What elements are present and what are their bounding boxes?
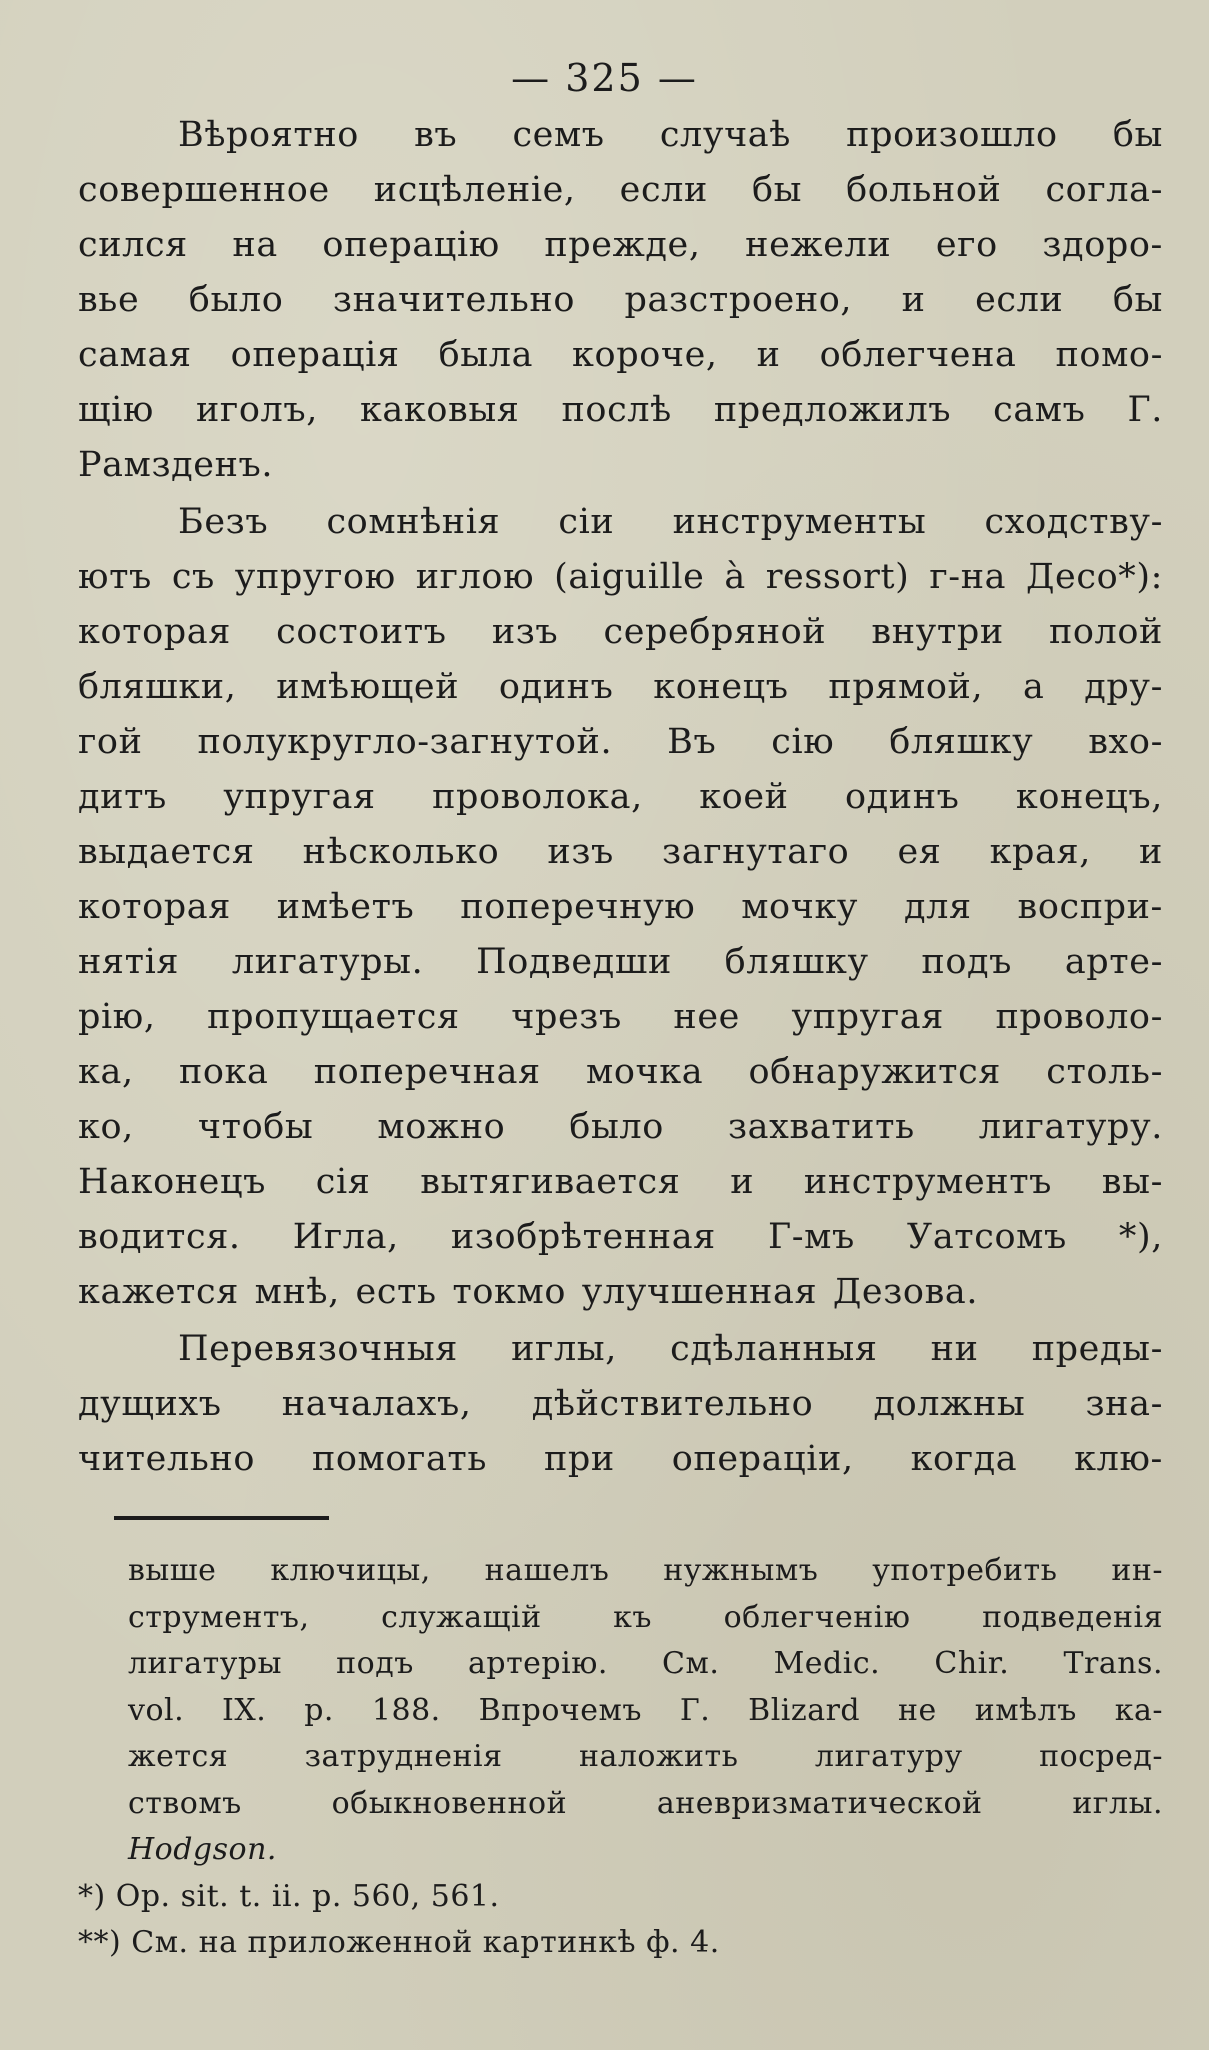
text-line: гой полукругло-загнутой. Въ сію бляшку вхо- bbox=[78, 722, 1163, 762]
text-line: бляшки, имѣющей одинъ конецъ прямой, а дру- bbox=[78, 667, 1163, 707]
footnote-line: ствомъ обыкновенной аневризматической иглы. bbox=[128, 1785, 1163, 1821]
text-line: щію иголъ, каковыя послѣ предложилъ самъ Г. bbox=[78, 390, 1163, 430]
text-line: водится. Игла, изобрѣтенная Г-мъ Уатсомъ *), bbox=[78, 1217, 1163, 1257]
footnote-line: vol. IX. p. 188. Впрочемъ Г. Blizard не имѣлъ ка- bbox=[128, 1692, 1163, 1728]
footnote-note: *) Op. sit. t. ii. p. 560, 561. bbox=[78, 1878, 500, 1914]
text-line: ютъ съ упругою иглою (aiguille à ressort) г-на Десо*): bbox=[78, 557, 1163, 597]
footnotes bbox=[78, 1548, 1163, 1967]
footnote-line: выше ключицы, нашелъ нужнымъ употребить ин- bbox=[128, 1553, 1163, 1588]
text-line: Наконецъ сія вытягивается и инструментъ вы- bbox=[78, 1162, 1163, 1202]
footnote-rule bbox=[114, 1516, 329, 1520]
footnote-line: жется затрудненія наложить лигатуру посред- bbox=[128, 1739, 1163, 1774]
text-line: Вѣроятно въ семъ случаѣ произошло бы bbox=[178, 115, 1163, 155]
footnote-line: лигатуры подъ артерію. См. Medic. Chir. Trans. bbox=[128, 1646, 1163, 1681]
text-line: дитъ упругая проволока, коей одинъ конецъ, bbox=[78, 777, 1163, 817]
footnote-signature: Hodgson. bbox=[128, 1832, 277, 1867]
text-line: чительно помогать при операціи, когда клю- bbox=[78, 1439, 1163, 1479]
footnote-continuation bbox=[78, 1548, 1163, 1874]
text-line: дущихъ началахъ, дѣйствительно должны зна- bbox=[78, 1384, 1163, 1424]
text-line: ка, пока поперечная мочка обнаружится столь- bbox=[78, 1052, 1163, 1092]
text-line: Рамзденъ. bbox=[78, 445, 274, 485]
text-line: ко, чтобы можно было захватить лигатуру. bbox=[78, 1107, 1163, 1147]
text-line: Безъ сомнѣнія сіи инструменты сходству- bbox=[178, 502, 1163, 542]
paragraph bbox=[78, 108, 1163, 493]
paragraph bbox=[78, 1322, 1163, 1487]
text-line: которая имѣетъ поперечную мочку для воспри- bbox=[78, 887, 1163, 927]
text-line: нятія лигатуры. Подведши бляшку подъ арте- bbox=[78, 942, 1163, 982]
footnote-line: струментъ, служащій къ облегченію подведенія bbox=[128, 1599, 1163, 1635]
text-line: самая операція была короче, и облегчена помо- bbox=[78, 335, 1163, 375]
text-line: сился на операцію прежде, нежели его здоро- bbox=[78, 225, 1163, 265]
footnote-note: **) См. на приложенной картинкѣ ф. 4. bbox=[78, 1925, 720, 1960]
text-line: кажется мнѣ, есть токмо улучшенная Дезова. bbox=[78, 1272, 979, 1312]
text-line: Перевязочныя иглы, сдѣланныя ни преды- bbox=[178, 1329, 1163, 1369]
text-line: совершенное исцѣленіе, если бы больной согла- bbox=[78, 170, 1163, 210]
text-line: вье было значительно разстроено, и если бы bbox=[78, 280, 1163, 320]
page-number: — 325 — bbox=[511, 56, 698, 100]
text-line: выдается нѣсколько изъ загнутаго ея края, и bbox=[78, 832, 1163, 872]
paragraph bbox=[78, 495, 1163, 1320]
text-line: рію, пропущается чрезъ нее упругая проволо- bbox=[78, 997, 1163, 1037]
main-text bbox=[78, 108, 1163, 1487]
text-line: которая состоитъ изъ серебряной внутри полой bbox=[78, 612, 1163, 652]
